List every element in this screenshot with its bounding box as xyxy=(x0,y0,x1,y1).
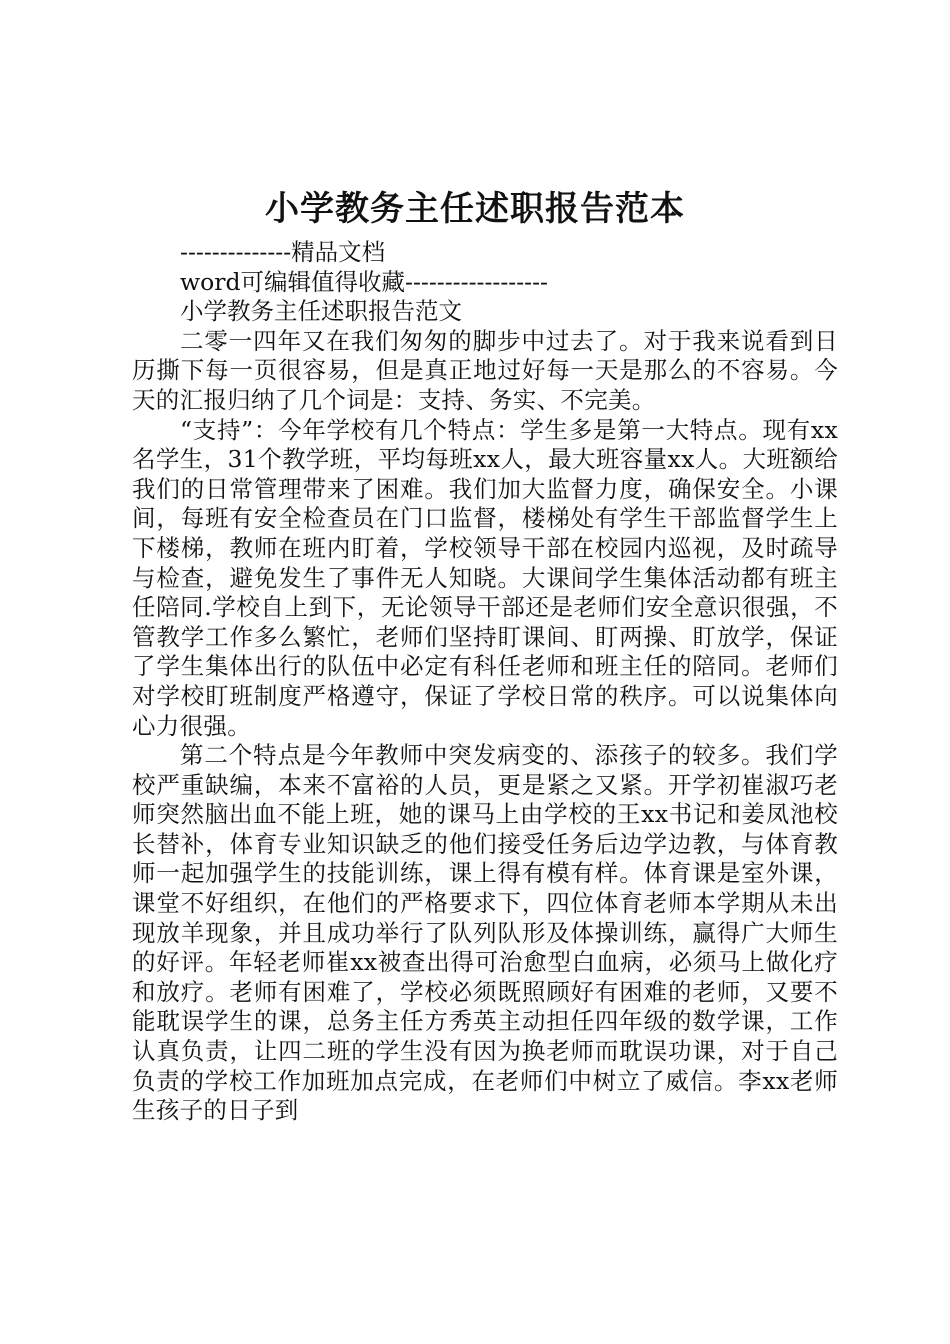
header-line-1: --------------精品文档 xyxy=(180,238,386,266)
document-subtitle: 小学教务主任述职报告范文 xyxy=(180,297,462,326)
paragraph-1: 二零一四年又在我们匆匆的脚步中过去了。对于我来说看到日历撕下每一页很容易，但是真正地过好每一天是那么的不容易。今天的汇报归纳了几个词是：支持、务实、不完美。 xyxy=(132,326,838,414)
document-body xyxy=(132,238,838,1126)
paragraph-2: “支持”：今年学校有几个特点：学生多是第一大特点。现有xx名学生，31个教学班，平均每班xx人，最大班容量xx人。大班额给我们的日常管理带来了困难。我们加大监督力度，确保安全。小课间，每班有安全检查员在门口监督，楼梯处有学生干部监督学生上下楼梯，教师在班内盯着，学校领导干部在校园内巡视，及时疏导与检查，避免发生了事件无人知晓。大课间学生集体活动都有班主任陪同.学校自上到下，无论领导干部还是老师们安全意识很强，不管教学工作多么繁忙，老师们坚持盯课间、盯两操、盯放学，保证了学生集体出行的队伍中必定有科任老师和班主任的陪同。老师们对学校盯班制度严格遵守，保证了学校日常的秩序。可以说集体向心力很强。 xyxy=(132,415,838,740)
paragraph-3: 第二个特点是今年教师中突发病变的、添孩子的较多。我们学校严重缺编，本来不富裕的人员，更是紧之又紧。开学初崔淑巧老师突然脑出血不能上班，她的课马上由学校的王xx书记和姜凤池校长替补，体育专业知识缺乏的他们接受任务后边学边教，与体育教师一起加强学生的技能训练，课上得有模有样。体育课是室外课，课堂不好组织，在他们的严格要求下，四位体育老师本学期从未出现放羊现象，并且成功举行了队列队形及体操训练，赢得广大师生的好评。年轻老师崔xx被查出得可治愈型白血病，必须马上做化疗和放疗。老师有困难了，学校必须既照顾好有困难的老师，又要不能耽误学生的课，总务主任方秀英主动担任四年级的数学课，工作认真负责，让四二班的学生没有因为换老师而耽误功课，对于自己负责的学校工作加班加点完成，在老师们中树立了威信。李xx老师生孩子的日子到 xyxy=(132,741,838,1125)
document-title: 小学教务主任述职报告范本 xyxy=(265,189,685,229)
header-line-2: word可编辑值得收藏------------------ xyxy=(180,267,548,296)
